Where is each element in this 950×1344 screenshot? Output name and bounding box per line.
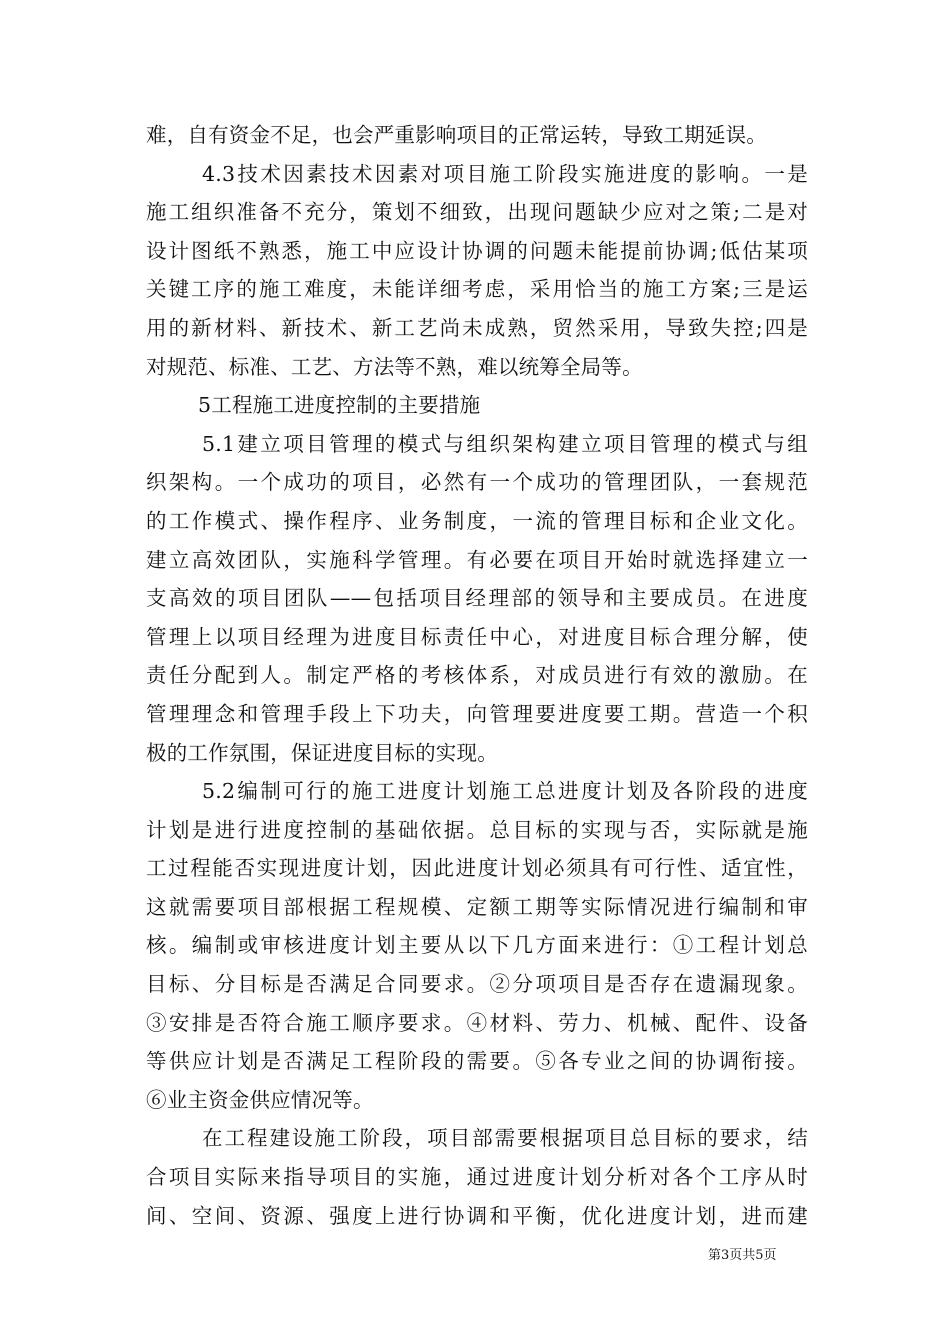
paragraph	[146, 1119, 808, 1235]
paragraph	[146, 116, 808, 155]
text-line: 支高效的项目团队——包括项目经理部的领导和主要成员。在进度	[146, 586, 808, 611]
text-line: 设计图纸不熟悉，施工中应设计协调的问题未能提前协调;低估某项	[146, 238, 808, 263]
text-line: 施工组织准备不充分，策划不细致，出现问题缺少应对之策;二是对	[146, 200, 808, 225]
text-line: 织架构。一个成功的项目，必然有一个成功的管理团队，一套规范	[146, 470, 808, 495]
text-line: 关键工序的施工难度，未能详细考虑，采用恰当的施工方案;三是运	[146, 277, 808, 302]
paragraph	[146, 425, 808, 772]
text-line: 管理上以项目经理为进度目标责任中心，对进度目标合理分解，使	[146, 624, 808, 649]
text-line: 极的工作氛围，保证进度目标的实现。	[146, 740, 498, 765]
text-line: 间、空间、资源、强度上进行协调和平衡，优化进度计划，进而建	[146, 1203, 808, 1228]
text-line: 等供应计划是否满足工程阶段的需要。⑤各专业之间的协调衔接。	[146, 1049, 808, 1074]
text-line: 4.3技术因素技术因素对项目施工阶段实施进度的影响。一是	[202, 161, 808, 186]
text-line: 目标、分目标是否满足合同要求。②分项项目是否存在遗漏现象。	[146, 972, 808, 997]
text-line: 用的新材料、新技术、新工艺尚未成熟，贸然采用，导致失控;四是	[146, 315, 808, 340]
text-line: 的工作模式、操作程序、业务制度，一流的管理目标和企业文化。	[146, 508, 808, 533]
text-line: 在工程建设施工阶段，项目部需要根据项目总目标的要求，结	[202, 1126, 808, 1151]
text-line: 这就需要项目部根据工程规模、定额工期等实际情况进行编制和审	[146, 894, 808, 919]
section-heading	[146, 386, 808, 425]
text-line: 对规范、标准、工艺、方法等不熟，难以统筹全局等。	[146, 354, 643, 379]
text-line: ③安排是否符合施工顺序要求。④材料、劳力、机械、配件、设备	[146, 1010, 808, 1035]
text-line: 管理理念和管理手段上下功夫，向管理要进度要工期。营造一个积	[146, 701, 808, 726]
text-line: ⑥业主资金供应情况等。	[146, 1087, 374, 1112]
text-line: 工过程能否实现进度计划，因此进度计划必须具有可行性、适宜性，	[146, 856, 808, 881]
paragraph	[146, 155, 808, 387]
text-line: 计划是进行进度控制的基础依据。总目标的实现与否，实际就是施	[146, 817, 808, 842]
text-line: 5.2编制可行的施工进度计划施工总进度计划及各阶段的进度	[202, 779, 808, 804]
paragraph	[146, 772, 808, 1119]
text-line: 5工程施工进度控制的主要措施	[198, 393, 481, 418]
text-line: 合项目实际来指导项目的实施，通过进度计划分析对各个工序从时	[146, 1165, 808, 1190]
text-line: 5.1建立项目管理的模式与组织架构建立项目管理的模式与组	[202, 431, 808, 456]
document-body	[146, 116, 808, 1235]
text-line: 建立高效团队，实施科学管理。有必要在项目开始时就选择建立一	[146, 547, 808, 572]
page-number-footer: 第3页共5页	[708, 1248, 777, 1263]
text-line: 难，自有资金不足，也会严重影响项目的正常运转，导致工期延误。	[146, 123, 767, 147]
text-line: 核。编制或审核进度计划主要从以下几方面来进行：①工程计划总	[146, 933, 808, 958]
text-line: 责任分配到人。制定严格的考核体系，对成员进行有效的激励。在	[146, 663, 808, 688]
